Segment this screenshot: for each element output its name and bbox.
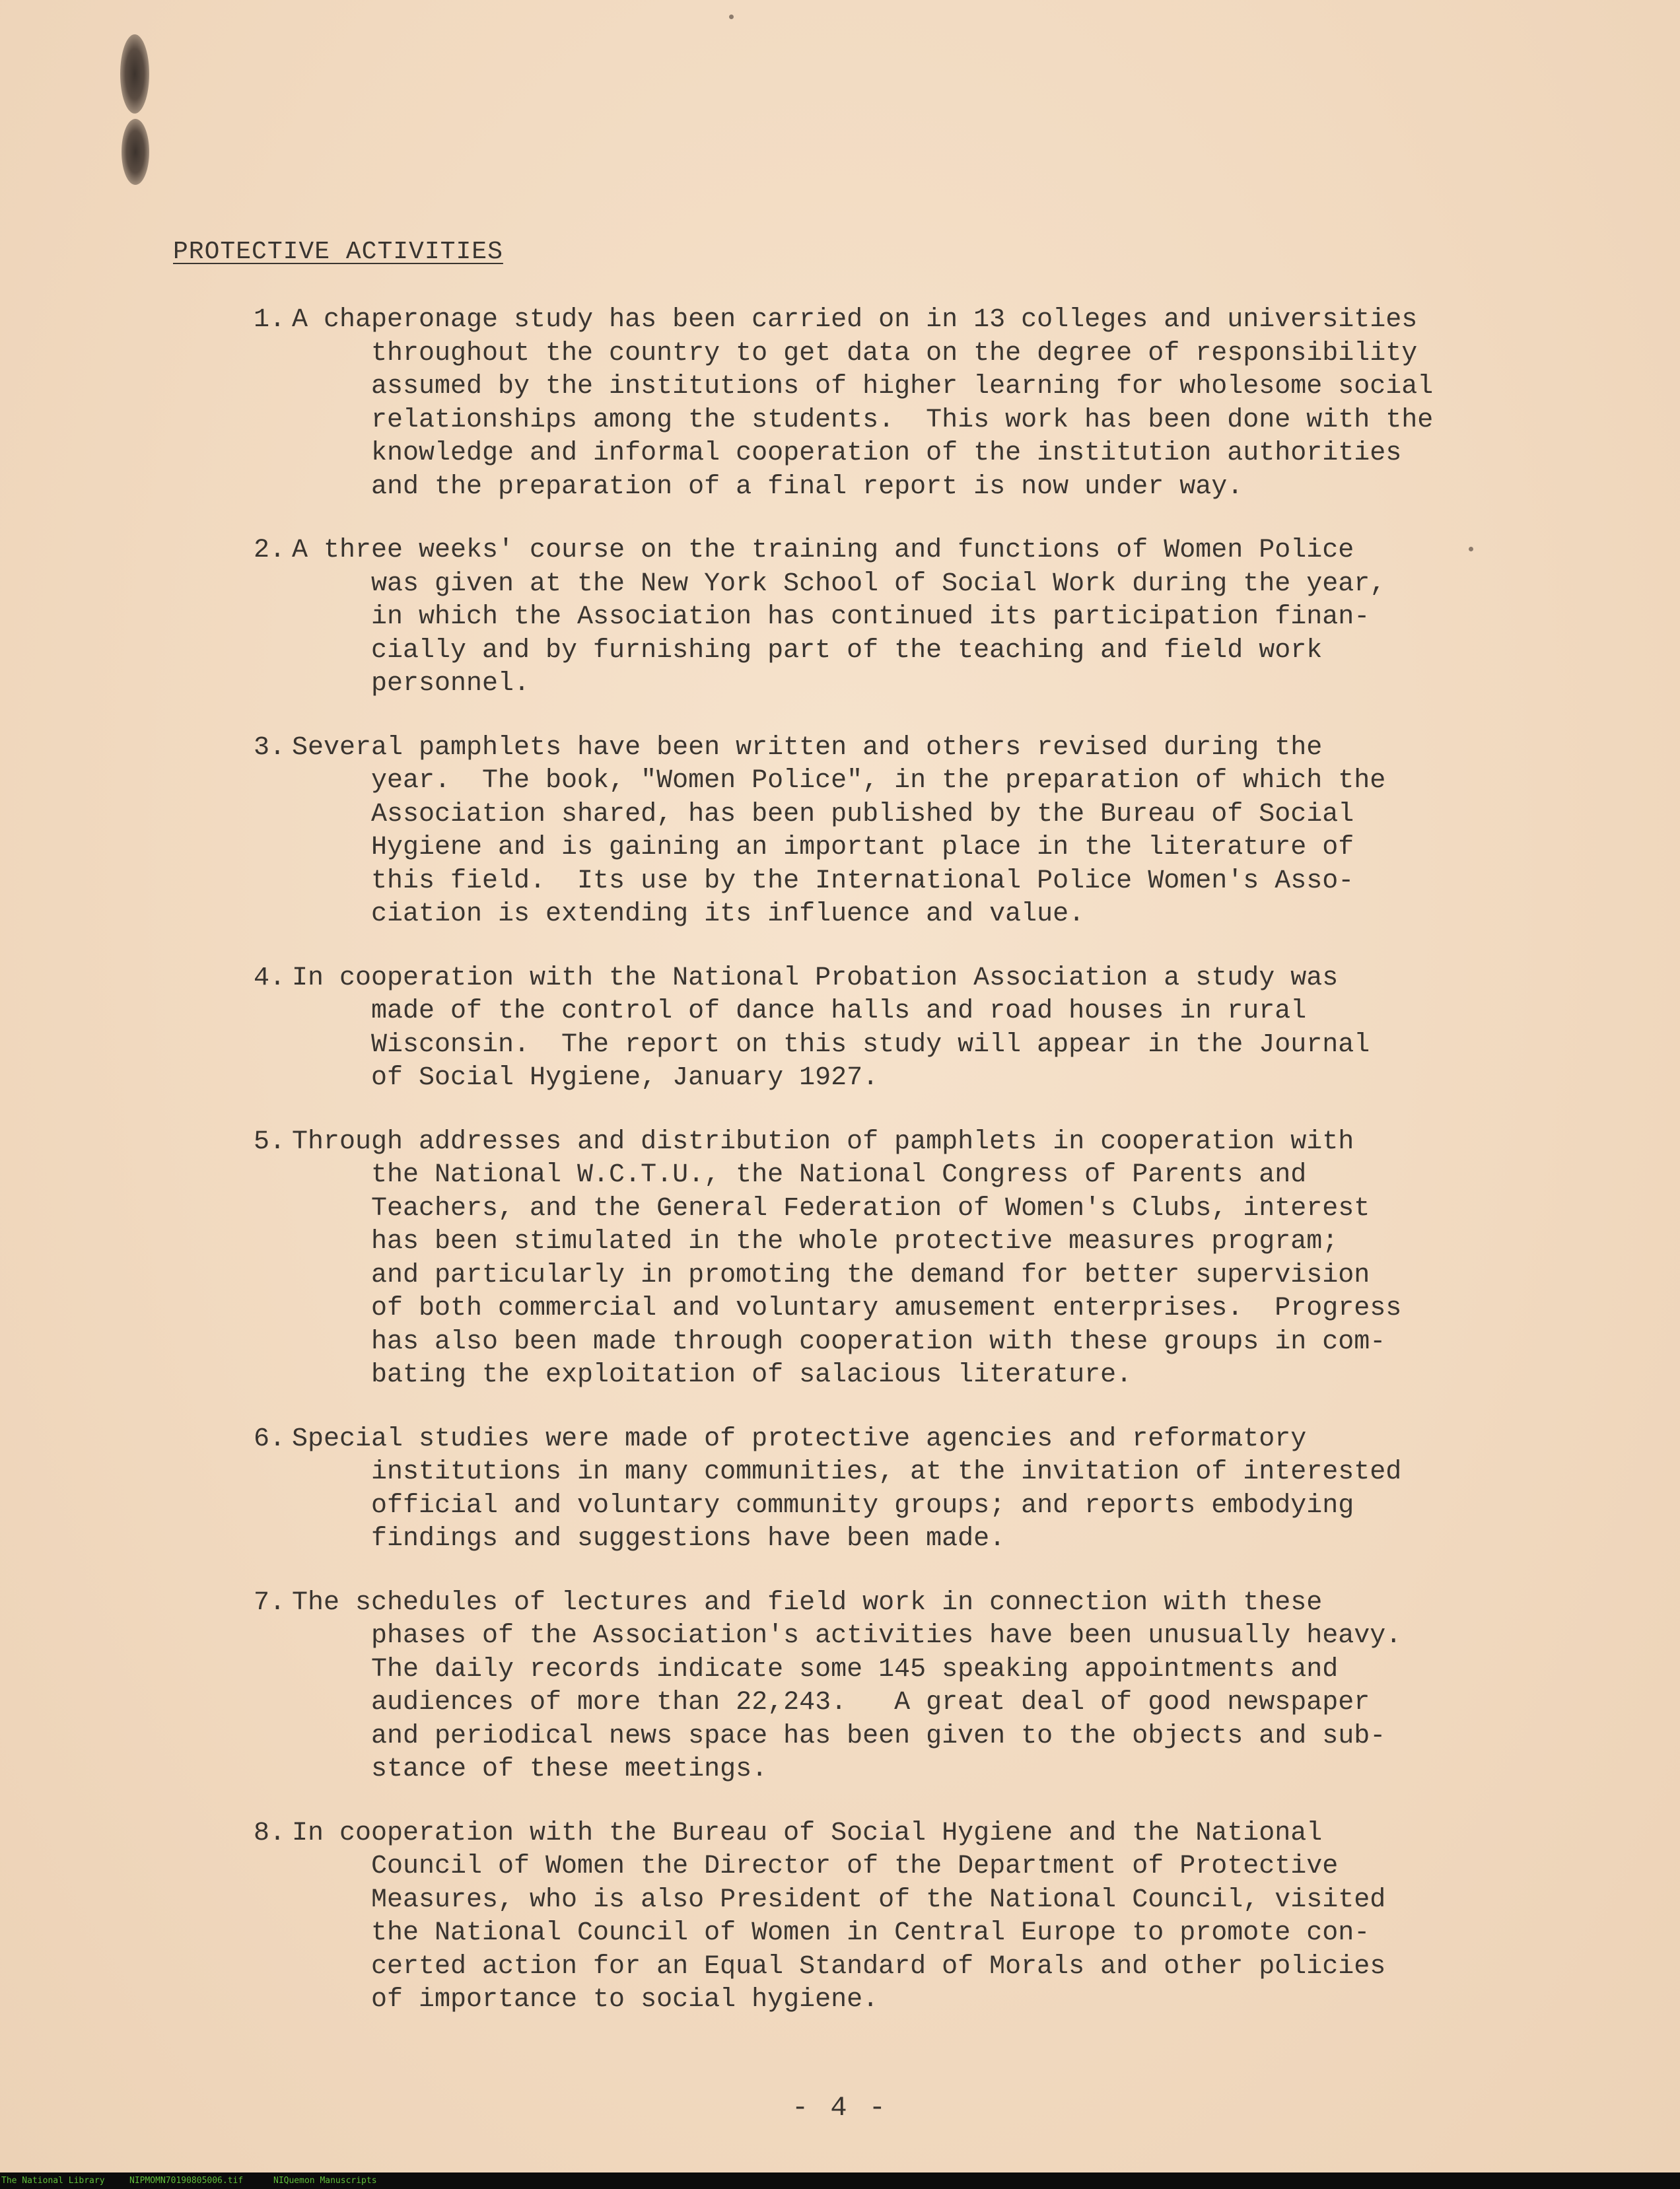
list-item-line: has been stimulated in the whole protective measures program; [371,1227,1339,1257]
footer-file-id: NIPMOMN70190805006.tif [129,2176,244,2186]
list-item [254,1126,1508,1393]
list-item-line: phases of the Association's activities have been unusually heavy. [371,1621,1402,1651]
list-item-line: Special studies were made of protective agencies and reformatory [292,1424,1307,1454]
list-item-line: was given at the New York School of Social Work during the year, [371,569,1386,599]
scan-footer-bar [0,2172,1680,2189]
list-item [254,534,1508,701]
list-item-line: bating the exploitation of salacious literature. [371,1360,1133,1390]
list-item [254,732,1508,932]
list-item-number: 3. [254,732,286,763]
list-item-line: year. The book, "Women Police", in the preparation of which the [371,766,1386,796]
list-item-line: audiences of more than 22,243. A great deal of good newspaper [371,1688,1370,1718]
list-item [254,1423,1508,1556]
list-item-line: institutions in many communities, at the invitation of interested [371,1457,1402,1487]
list-item-line: the National Council of Women in Central Europe to promote con- [371,1918,1370,1948]
list-item-number: 4. [254,963,286,993]
list-item-line: A chaperonage study has been carried on in 13 colleges and universities [292,305,1418,335]
list-item-line: and particularly in promoting the demand for better supervision [371,1260,1370,1290]
list-item-line: In cooperation with the Bureau of Social Hygiene and the National [292,1818,1323,1848]
list-item-line: Teachers, and the General Federation of Women's Clubs, interest [371,1193,1370,1224]
ink-blot-marks [118,34,152,186]
list-item-line: ciation is extending its influence and value. [371,899,1085,929]
section-heading: PROTECTIVE ACTIVITIES [173,238,503,266]
footer-collection: NIQuemon Manuscripts [273,2176,377,2186]
footer-library: The National Library [1,2176,105,2186]
list-item-line: knowledge and informal cooperation of the institution authorities [371,438,1402,468]
list-item-number: 2. [254,536,286,565]
list-item-line: Association shared, has been published by the Bureau of Social [371,799,1354,829]
list-item-line: Hygiene and is gaining an important place in the literature of [371,833,1354,862]
list-item-line: Council of Women the Director of the Department of Protective [371,1852,1339,1881]
list-item-line: assumed by the institutions of higher learning for wholesome social [371,372,1434,401]
list-item-line: A three weeks' course on the training and functions of Women Police [292,536,1354,565]
list-item-line: findings and suggestions have been made. [371,1524,1006,1554]
list-item-line: The daily records indicate some 145 speaking appointments and [371,1654,1339,1685]
list-item-line: and periodical news space has been given to the objects and sub- [371,1721,1386,1751]
paper-speck [729,15,734,19]
list-item-number: 7. [254,1587,286,1618]
list-item-line: cially and by furnishing part of the teaching and field work [371,635,1323,666]
list-item-line: Wisconsin. The report on this study will appear in the Journal [371,1029,1370,1060]
list-item-line: The schedules of lectures and field work in connection with these [292,1587,1323,1618]
list-item-line: Several pamphlets have been written and others revised during the [292,732,1323,763]
list-item [254,1817,1508,2017]
list-item-number: 8. [254,1818,286,1848]
list-item-line: Measures, who is also President of the National Council, visited [371,1885,1386,1915]
list-item-line: certed action for an Equal Standard of Morals and other policies [371,1951,1386,1982]
list-item-line: made of the control of dance halls and road houses in rural [371,996,1307,1026]
list-item-line: throughout the country to get data on the degree of responsibility [371,338,1418,368]
list-item-number: 5. [254,1127,286,1157]
list-item-line: stance of these meetings. [371,1755,768,1784]
list-item [254,1587,1508,1787]
page-number: - 4 - [791,2092,889,2124]
list-item-line: of Social Hygiene, January 1927. [371,1063,879,1093]
list-item-line: of importance to social hygiene. [371,1985,879,2015]
list-item-line: relationships among the students. This work has been done with the [371,405,1434,435]
list-item-number: 1. [254,305,286,335]
list-item-line: personnel. [371,669,530,699]
activity-list [254,304,1508,2048]
list-item-line: official and voluntary community groups; and reports embodying [371,1490,1354,1521]
list-item [254,962,1508,1095]
list-item-line: this field. Its use by the International Police Women's Asso- [371,866,1354,896]
list-item-line: has also been made through cooperation with these groups in com- [371,1327,1386,1357]
list-item [254,304,1508,504]
list-item-line: of both commercial and voluntary amusement enterprises. Progress [371,1294,1402,1323]
list-item-number: 6. [254,1424,286,1454]
list-item-line: In cooperation with the National Probation Association a study was [292,963,1339,993]
list-item-line: in which the Association has continued its participation finan- [371,602,1370,632]
list-item-line: and the preparation of a final report is now under way. [371,471,1243,502]
list-item-line: the National W.C.T.U., the National Congress of Parents and [371,1160,1307,1190]
list-item-line: Through addresses and distribution of pamphlets in cooperation with [292,1127,1354,1157]
